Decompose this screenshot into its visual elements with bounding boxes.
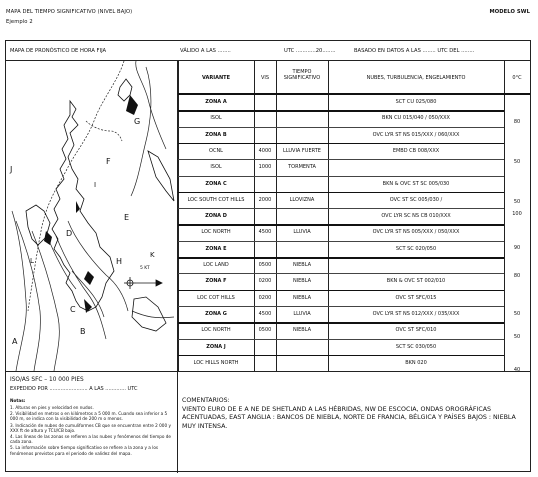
row-variante: OCNL [209,147,223,154]
row-divider [178,143,504,145]
comments-body: VIENTO EURO DE E A NE DE SHETLAND A LAS HÉBRIDAS, NW DE ESCOCIA, ONDAS OROGRÁFICAS ACENTUADAS, EAST ANGLIA : BANCOS DE NIEBLA, NORTE DE FRANCIA, BÉLGICA Y PAÍSES BAJOS : NIEBLA MUY INTENSA. [182,406,516,430]
note-item: 3. Indicación de nubes de cumuliformes CB que se encuentran entre 2 000 y XXX ft de altura y TCU/CB bajo. [10,422,171,433]
row-tiempo: NIEBLA [292,327,312,334]
model-code: MODELO SWL [489,9,530,15]
note-item: 1. Alturas en pies y velocidad en nudos. [10,405,94,410]
row-tiempo: TORMENTA [288,164,316,171]
page-subtitle: Ejemplo 2 [6,19,33,25]
zero-c-value: 50 [513,159,521,165]
row-nubes: SCT CU 025/080 [395,99,437,105]
row-vis: 4500 [258,229,272,236]
map-label-h: H [116,257,123,266]
zero-c-value: 40 [513,367,521,373]
row-variante: ZONA D [205,213,227,220]
row-nubes: OVC ST SFC/015 [395,294,437,301]
row-nubes: BKN & OVC ST SC 005/030 [382,180,450,187]
row-nubes: BKN & OVC ST 002/010 [386,278,446,285]
row-variante: ISOL [210,164,222,171]
row-divider [178,322,504,324]
col-vis: VIS [260,75,270,81]
row-divider [178,176,504,177]
valid-label: VÁLIDO A LAS ........ [180,48,231,54]
page-title: MAPA DEL TIEMPO SIGNIFICATIVO (NIVEL BAJO) [6,9,133,15]
wind-arrow-label: 5 KT [140,266,150,271]
row-nubes: OVC LYR ST NS 005/XXX / 050/XXX [372,229,460,236]
map-label-k: K [150,251,155,259]
map-label-i: I [94,181,97,189]
isobars-label: ISO/AS SFC – 10 000 PIES [10,377,84,383]
row-tiempo: LLUVIA [293,310,311,317]
row-divider [178,208,504,209]
row-nubes: SCT SC 020/050 [395,245,437,252]
row-nubes: BKN 020 [405,359,427,366]
map-label-d: D [66,229,73,238]
row-tiempo: NIEBLA [292,294,312,301]
map-label-c: C [70,305,76,314]
based-label: BASADO EN DATOS A LAS ........ UTC DEL ........ [354,48,475,54]
zero-c-value: 90 [513,245,521,251]
zero-c-value: 50 [513,199,521,205]
row-variante: ZONA A [205,99,227,105]
utc-label: UTC ............20........ [284,48,336,54]
row-variante: LOC COT HILLS [197,294,235,301]
row-nubes: EMBD CB 008/XXX [392,147,440,154]
row-divider [178,241,504,242]
row-nubes: SCT SC 030/050 [395,343,437,350]
map-label-j: J [10,165,13,174]
row-variante: ZONA J [206,343,226,350]
row-variante: LOC NORTH [201,327,231,334]
row-nubes: OVC LYR ST NS 012/XXX / 035/XXX [372,310,460,317]
map-label-f: F [106,157,111,166]
row-vis: 1000 [258,164,272,171]
row-divider [178,290,504,292]
row-variante: ZONA E [205,245,227,252]
map-label-a: A [12,337,18,346]
row-divider [178,110,504,112]
row-variante: LOC NORTH [201,229,231,236]
col-nubes: NUBES, TURBULENCIA, ENGELAMIENTO [366,75,466,81]
col-variante: VARIANTE [202,75,230,81]
row-divider [178,159,504,160]
row-variante: LOC SOUTH COT HILLS [187,196,245,203]
col-tiempo: TIEMPO SIGNIFICATIVO [283,69,321,81]
row-variante: ISOL [210,115,222,122]
forecast-label: MAPA DE PRONÓSTICO DE HORA FIJA [10,48,107,54]
map-label-e: E [124,213,130,222]
row-nubes: OVC LYR ST NS 015/XXX / 060/XXX [372,131,460,138]
row-divider [178,224,504,226]
row-variante: LOC LAND [203,262,229,268]
row-vis: 0200 [258,294,272,301]
row-nubes: OVC ST SC 005/030 / [389,196,443,203]
row-divider [178,273,504,274]
row-divider [178,355,504,357]
row-variante: ZONA F [205,278,227,285]
forecast-form [5,40,531,472]
row-vis: 4000 [258,147,272,154]
row-divider [178,306,504,307]
col-zero-c: 0°C [512,75,522,81]
zero-c-value: 50 [513,311,521,317]
row-tiempo: LLUVIA [293,229,311,236]
zero-c-value: 80 [513,119,521,125]
row-nubes: OVC ST SFC/010 [395,327,437,334]
row-nubes: BKN CU 015/040 / 050/XXX [382,115,450,122]
map-drawing [6,61,178,371]
form-header [6,41,530,61]
row-vis: 2000 [258,196,272,203]
note-item: 2. Visibilidad en metros o en kilómetros a 5 000 m. Cuando sea inferior a 5 000 m, se indica con la visibilidad de 200 m o menos. [10,411,168,422]
issued-label: EXPEDIDO POR ........................ A LAS ............. UTC [10,386,138,392]
zero-c-value: 100 [512,211,522,217]
row-vis: 0500 [258,327,272,334]
row-variante: ZONA G [205,310,227,317]
row-variante: LOC HILLS NORTH [193,359,239,366]
row-divider [178,339,504,340]
row-variante: ZONA C [205,180,227,187]
notes-panel [6,371,178,473]
map-label-g: G [134,117,141,126]
row-vis: 0500 [258,262,272,268]
forecast-table [178,61,530,371]
forecast-map [6,61,178,371]
row-divider [178,257,504,259]
zero-c-value: 50 [513,334,521,340]
row-divider [178,192,504,194]
notes-title: Notas: [10,398,26,403]
comments-panel [178,371,530,473]
map-label-b: B [80,327,86,336]
notes-list [10,405,174,457]
row-vis: 0200 [258,278,272,285]
row-tiempo: NIEBLA [292,278,312,285]
row-divider [178,127,504,128]
zero-c-value: 80 [513,273,521,279]
note-item: 4. Las líneas de las zonas se refieren a las nubes y fenómenos del tiempo de cada zona. [10,434,172,445]
row-tiempo: NIEBLA [292,262,312,268]
row-tiempo: LLOVIZNA [289,196,315,203]
row-vis: 4500 [258,310,272,317]
comments-title: COMENTARIOS: [182,397,230,404]
row-variante: ZONA B [205,131,227,138]
map-label-l: L [30,257,34,265]
note-item: 5. La información sobre tiempo significativo se refiere a la zona y a los fenómenos previstos para el periodo de validez del mapa. [10,445,159,456]
row-nubes: OVC LYR SC NS CB 010/XXX [381,213,451,220]
row-tiempo: LLUVIA FUERTE [283,147,321,154]
